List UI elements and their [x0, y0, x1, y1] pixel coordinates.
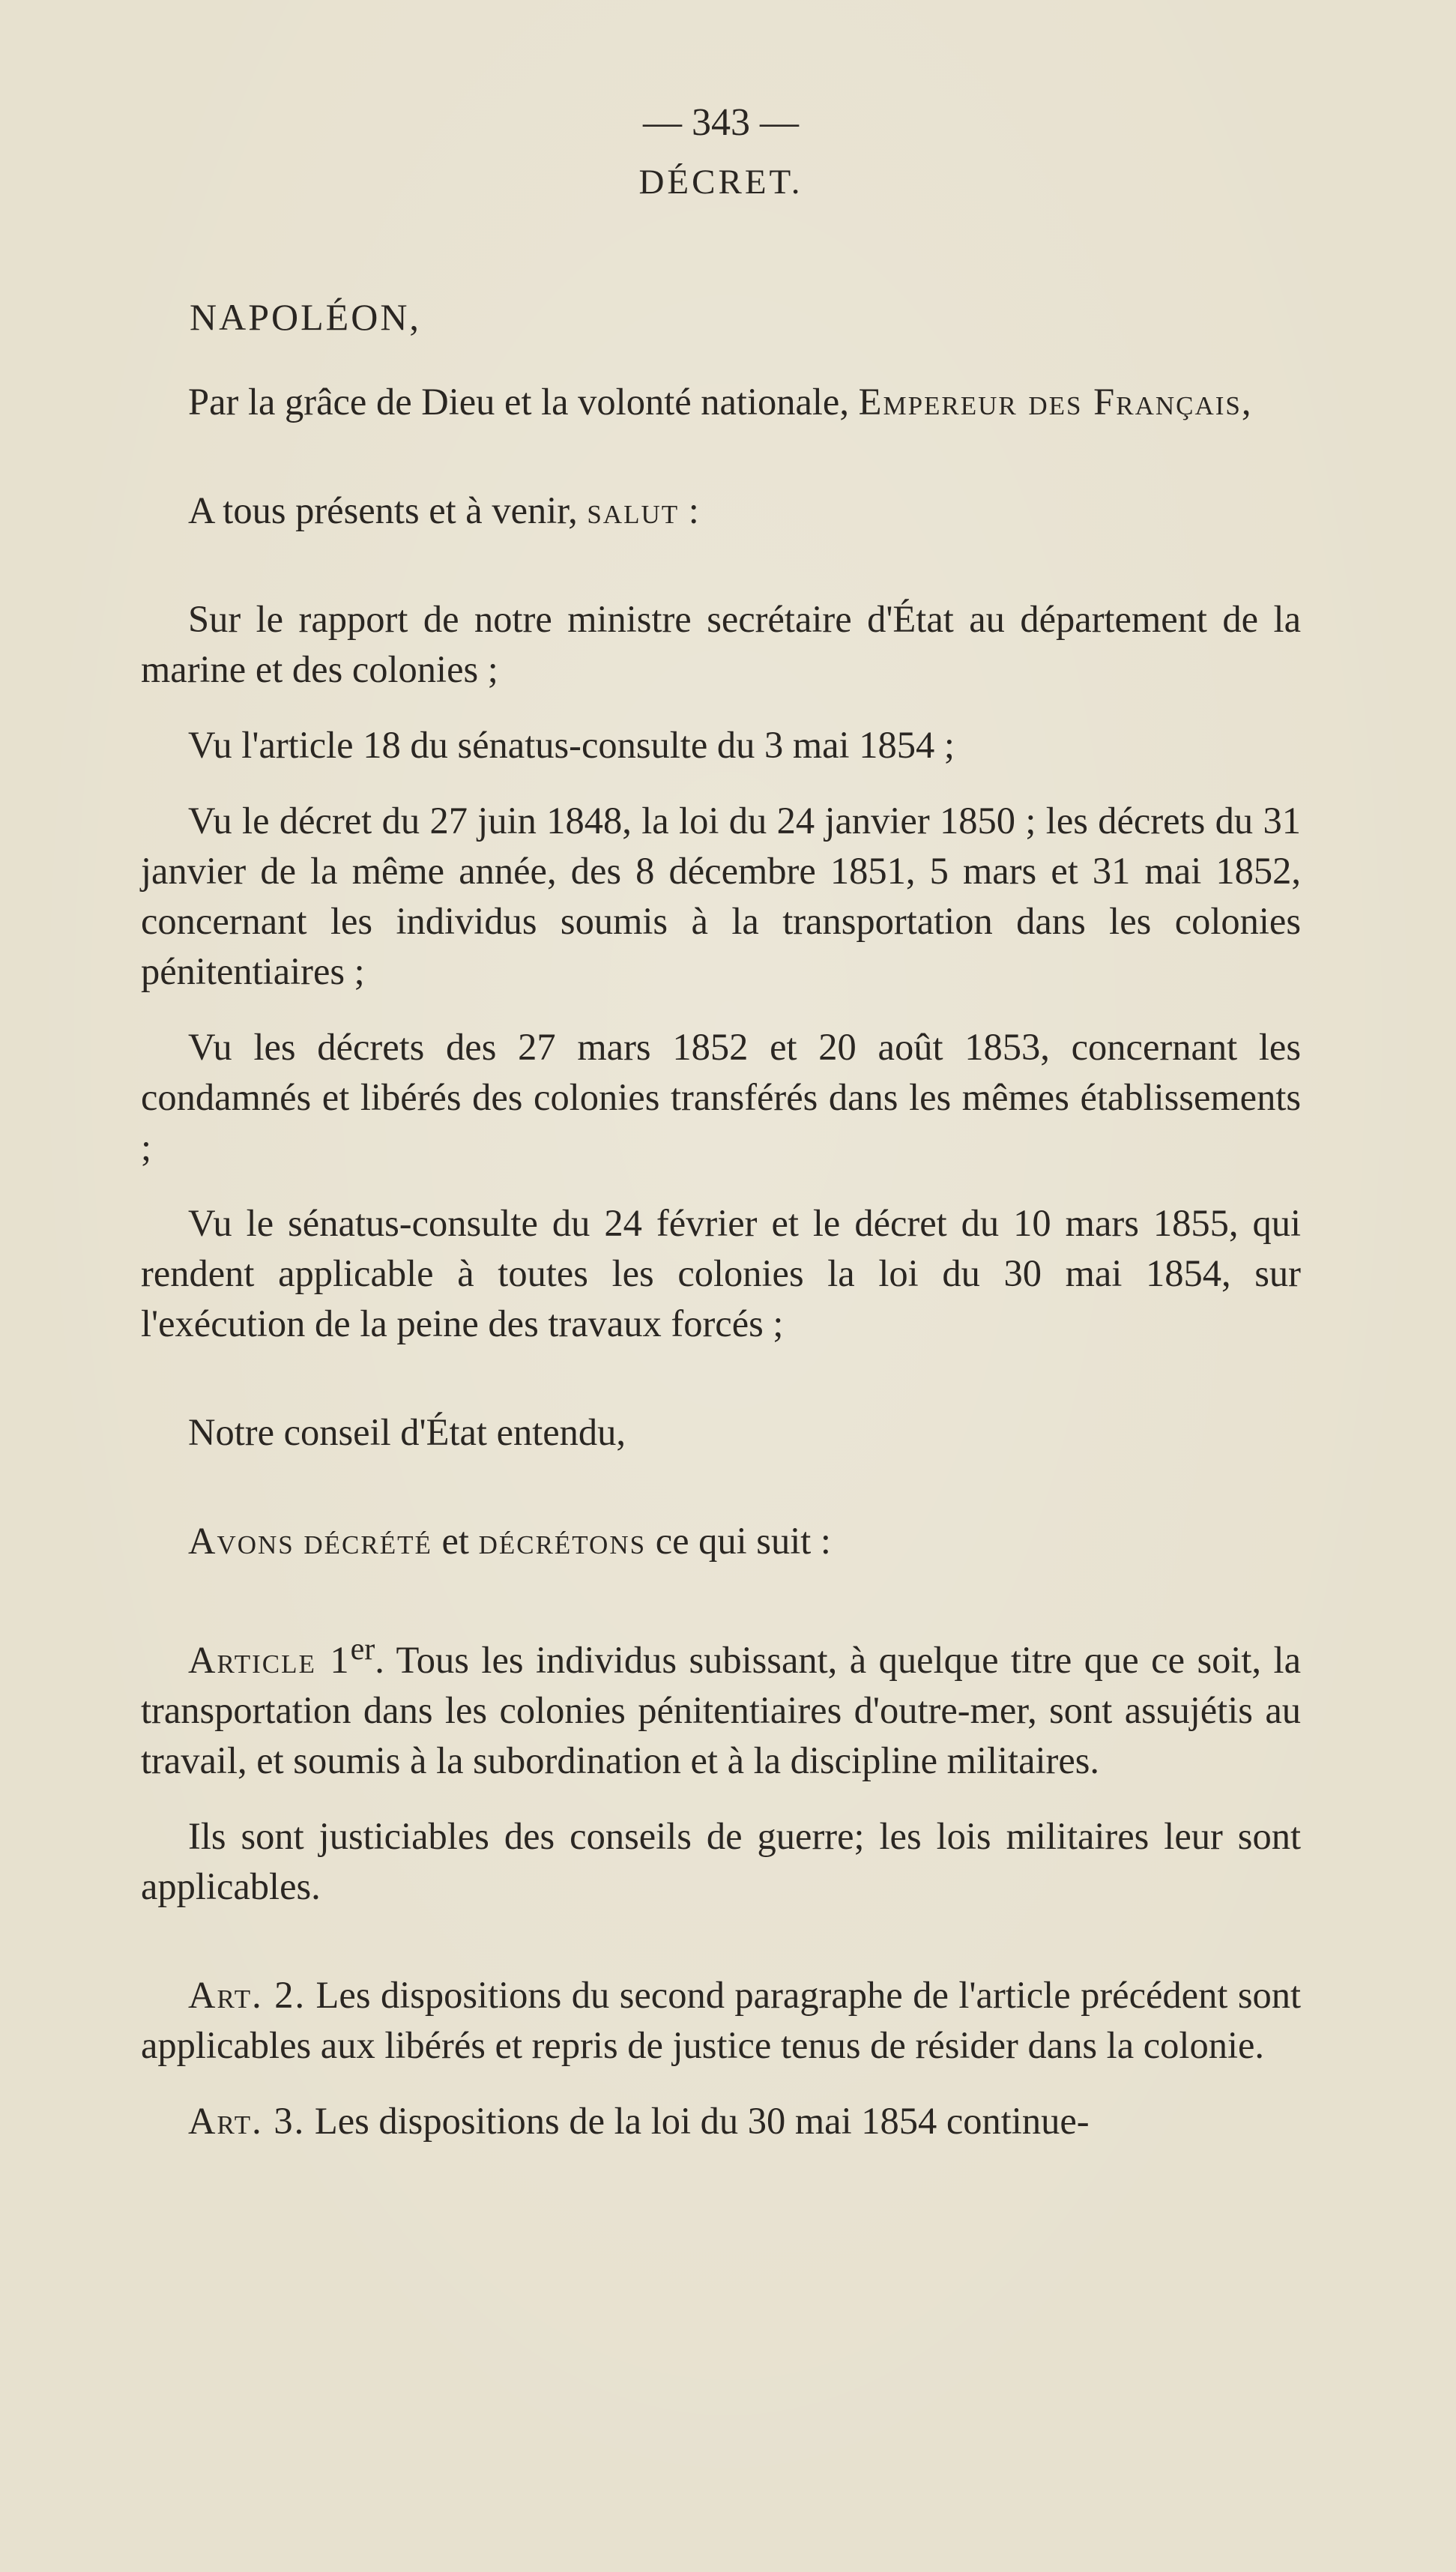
decree-formula-and: et	[432, 1520, 479, 1562]
grace-end: ,	[1241, 381, 1251, 423]
article-3-label: Art. 3.	[188, 2099, 306, 2142]
greeting-text: A tous présents et à venir,	[188, 489, 578, 531]
article-1-label-end: .	[375, 1638, 384, 1681]
article-1-text: Tous les individus subissant, à quelque titre que ce soit, la transportation dans les colonies pénitentiaires d'outre-mer, sont assujétis au travail, et soumis à la subordination et à la discipline militaires.	[141, 1638, 1301, 1781]
article-2	[141, 1970, 1301, 2071]
emperor-title: Empereur des Français	[858, 381, 1242, 423]
grace-paragraph	[141, 377, 1301, 427]
decree-formula	[141, 1516, 1301, 1566]
article-2-label: Art. 2.	[188, 1973, 306, 2016]
article-1-label: Article 1	[188, 1638, 351, 1681]
decree-formula-decrete: décrété	[303, 1520, 432, 1562]
decree-formula-decretons: décrétons	[478, 1520, 647, 1562]
consideration-paragraph: Vu le décret du 27 juin 1848, la loi du 24 janvier 1850 ; les décrets du 31 janvier de la même année, des 8 décembre 1851, 5 mars et 31 mai 1852, concernant les individus soumis à la transportation dans les colonies pénitentiaires ;	[141, 800, 1301, 992]
consideration-paragraph: Vu l'article 18 du sénatus-consulte du 3 mai 1854 ;	[188, 724, 955, 766]
greeting-word: salut	[587, 489, 680, 531]
greeting-end: :	[679, 489, 699, 531]
document-heading: DÉCRET.	[638, 163, 803, 202]
council-paragraph: Notre conseil d'État entendu,	[188, 1411, 626, 1453]
grace-text: Par la grâce de Dieu et la volonté nationale,	[188, 381, 849, 423]
article-3-text: Les dispositions de la loi du 30 mai 1854 continue-	[305, 2099, 1090, 2142]
consideration-paragraph: Sur le rapport de notre ministre secrétaire d'État au département de la marine et des colonies ;	[141, 598, 1301, 690]
page-number: — 343 —	[643, 101, 799, 144]
article-2-text: Les dispositions du second paragraphe de l'article précédent sont applicables aux libérés et repris de justice tenus de résider dans la colonie.	[141, 1973, 1302, 2066]
article-3	[141, 2096, 1301, 2146]
sovereign-name: NAPOLÉON,	[190, 296, 421, 338]
greeting-paragraph	[141, 486, 1301, 536]
decree-formula-end: ce qui suit :	[646, 1520, 831, 1562]
consideration-paragraph: Vu les décrets des 27 mars 1852 et 20 août 1853, concernant les condamnés et libérés des colonies transférés dans les mêmes établissements ;	[141, 1026, 1301, 1168]
article-1-sup: er	[350, 1632, 375, 1667]
consideration-paragraph: Vu le sénatus-consulte du 24 février et le décret du 10 mars 1855, qui rendent applicable à toutes les colonies la loi du 30 mai 1854, sur l'exécution de la peine des travaux forcés ;	[141, 1202, 1301, 1344]
article-1	[141, 1625, 1301, 1786]
decree-formula-avons: Avons	[188, 1520, 294, 1562]
article-1-paragraph-2: Ils sont justiciables des conseils de guerre; les lois militaires leur sont applicables.	[141, 1814, 1301, 1907]
page-text	[141, 97, 1301, 2146]
